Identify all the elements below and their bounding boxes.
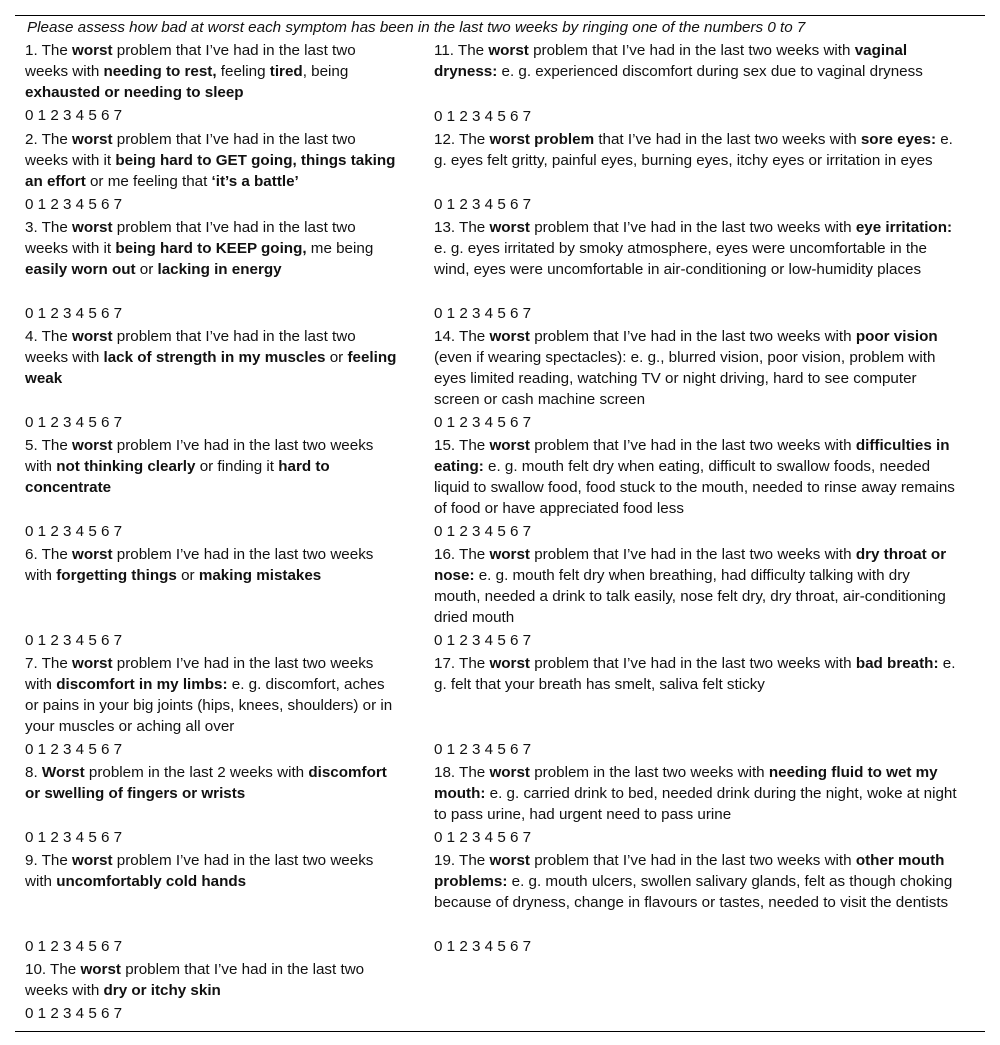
question-text	[25, 217, 400, 280]
bold-phrase: not thinking clearly	[56, 458, 196, 475]
bold-phrase: making mistakes	[198, 567, 322, 584]
question-item	[434, 850, 960, 913]
text-run: or	[135, 261, 158, 278]
text-run: e. g. carried drink to bed, needed drink during the night, woke at night to pass urine, had urgent need to pass urine	[434, 785, 957, 823]
bold-phrase: poor vision	[855, 328, 938, 345]
bold-phrase: hard to concentrate	[25, 458, 330, 496]
bold-phrase: forgetting things	[56, 567, 177, 584]
bold-phrase: worst	[489, 852, 530, 869]
question-item	[25, 762, 400, 804]
question-item	[434, 217, 960, 280]
text-run: problem that I’ve had in the last two weeks with	[529, 655, 856, 672]
rating-scale[interactable]: 0 1 2 3 4 5 6 7	[25, 1005, 123, 1022]
bold-phrase: dry or itchy skin	[103, 982, 221, 999]
rating-scale[interactable]: 0 1 2 3 4 5 6 7	[25, 938, 123, 955]
question-item	[434, 544, 960, 628]
text-run: problem in the last two weeks with	[529, 764, 769, 781]
questionnaire-table	[15, 15, 985, 1032]
text-run: 8.	[25, 764, 42, 781]
text-run: 10. The	[25, 961, 81, 978]
bold-phrase: other mouth problems:	[434, 852, 945, 890]
text-run: 15. The	[434, 437, 490, 454]
text-run: 11. The	[434, 42, 489, 59]
question-item	[25, 959, 400, 1001]
text-run: e. g. discomfort, aches or pains in your big joints (hips, knees, shoulders) or in your muscles or aching all over	[25, 676, 393, 735]
question-item	[25, 653, 400, 737]
question-text	[25, 762, 400, 804]
bold-phrase: needing fluid to wet my mouth:	[434, 764, 938, 802]
bold-phrase: sore eyes:	[860, 131, 937, 148]
text-run: problem that I’ve had in the last two weeks with	[25, 328, 356, 366]
text-run: 18. The	[434, 764, 490, 781]
text-run: e. g. mouth ulcers, swollen salivary glands, felt as though choking because of dryness, change in flavours or tastes, needed to visit the dentists	[434, 873, 953, 911]
question-item	[434, 129, 960, 171]
rating-scale[interactable]: 0 1 2 3 4 5 6 7	[434, 305, 532, 322]
text-run: 14. The	[434, 328, 490, 345]
text-run: problem I’ve had in the last two weeks with	[25, 852, 374, 890]
text-run: e. g. felt that your breath has smelt, saliva felt sticky	[434, 655, 956, 693]
bold-phrase: worst problem	[489, 131, 595, 148]
text-run: , being	[302, 63, 349, 80]
bold-phrase: easily worn out	[25, 261, 136, 278]
question-item	[25, 544, 400, 586]
text-run: problem that I’ve had in the last two weeks with	[529, 546, 856, 563]
question-text	[25, 850, 400, 892]
text-run: 16. The	[434, 546, 490, 563]
text-run: problem in the last 2 weeks with	[84, 764, 309, 781]
question-text	[434, 217, 960, 280]
bold-phrase: worst	[72, 42, 113, 59]
instruction-text: Please assess how bad at worst each symptom has been in the last two weeks by ringing one of the numbers 0 to 7	[27, 19, 806, 36]
bold-phrase: bad breath:	[855, 655, 939, 672]
text-run: that I’ve had in the last two weeks with	[594, 131, 861, 148]
bold-phrase: worst	[489, 328, 530, 345]
bold-phrase: dry throat or nose:	[434, 546, 947, 584]
bold-phrase: tired	[269, 63, 303, 80]
text-run: e. g. mouth felt dry when eating, difficult to swallow foods, needed liquid to swallow food, food stuck to the mouth, needed to rinse away remains of food or have appreciated food less	[434, 458, 955, 517]
text-run: e. g. mouth felt dry when breathing, had difficulty talking with dry mouth, needed a drink to talk easily, nose felt dry, dry throat, air-conditioning dried mouth	[434, 567, 946, 626]
rating-scale[interactable]: 0 1 2 3 4 5 6 7	[25, 741, 123, 758]
text-run: problem that I’ve had in the last two weeks with it	[25, 219, 356, 257]
text-run: 12. The	[434, 131, 490, 148]
text-run: 17. The	[434, 655, 490, 672]
question-text	[434, 544, 960, 628]
text-run: 19. The	[434, 852, 490, 869]
rating-scale[interactable]: 0 1 2 3 4 5 6 7	[25, 107, 123, 124]
bold-phrase: worst	[72, 546, 113, 563]
text-run: 13. The	[434, 219, 490, 236]
question-item	[434, 653, 960, 695]
text-run: problem that I’ve had in the last two weeks with	[25, 42, 356, 80]
bold-phrase: worst	[72, 852, 113, 869]
question-text	[25, 959, 400, 1001]
bold-phrase: worst	[489, 655, 530, 672]
text-run: or	[176, 567, 199, 584]
text-run: problem that I’ve had in the last two weeks with	[529, 328, 856, 345]
question-item	[434, 326, 960, 410]
question-text	[434, 850, 960, 913]
rating-scale[interactable]: 0 1 2 3 4 5 6 7	[434, 196, 532, 213]
text-run: 2. The	[25, 131, 73, 148]
text-run: problem that I’ve had in the last two weeks with	[529, 437, 856, 454]
text-run: 7. The	[25, 655, 73, 672]
question-text	[25, 544, 400, 586]
question-text	[434, 435, 960, 519]
text-run: 6. The	[25, 546, 73, 563]
question-text	[434, 40, 960, 82]
bold-phrase: lacking in energy	[157, 261, 282, 278]
text-run: 1. The	[25, 42, 73, 59]
bold-phrase: worst	[72, 219, 113, 236]
text-run: problem that I’ve had in the last two weeks with	[529, 852, 856, 869]
bold-phrase: feeling weak	[25, 349, 397, 387]
rating-scale[interactable]: 0 1 2 3 4 5 6 7	[25, 196, 123, 213]
text-run: problem that I’ve had in the last two weeks with	[25, 961, 365, 999]
bold-phrase: worst	[80, 961, 121, 978]
rating-scale[interactable]: 0 1 2 3 4 5 6 7	[434, 108, 532, 125]
question-item	[25, 129, 400, 192]
rating-scale[interactable]: 0 1 2 3 4 5 6 7	[434, 414, 532, 431]
rating-scale[interactable]: 0 1 2 3 4 5 6 7	[25, 829, 123, 846]
text-run: feeling	[216, 63, 270, 80]
bold-phrase: eye irritation:	[855, 219, 953, 236]
bold-phrase: discomfort in my limbs:	[56, 676, 228, 693]
rating-scale[interactable]: 0 1 2 3 4 5 6 7	[434, 632, 532, 649]
bold-phrase: vaginal dryness:	[434, 42, 908, 80]
bold-phrase: worst	[489, 437, 530, 454]
bold-phrase: worst	[488, 42, 529, 59]
question-item	[25, 217, 400, 280]
question-text	[434, 129, 960, 171]
bold-phrase: discomfort or swelling of fingers or wrists	[25, 764, 387, 802]
bold-phrase: worst	[489, 546, 530, 563]
text-run: 5. The	[25, 437, 73, 454]
bold-phrase: ‘it’s a battle’	[211, 173, 299, 190]
text-run: (even if wearing spectacles): e. g., blurred vision, poor vision, problem with eyes limited reading, watching TV or night driving, hard to see computer screen or cash machine screen	[434, 349, 936, 408]
bold-phrase: uncomfortably cold hands	[56, 873, 247, 890]
text-run: e. g. eyes felt gritty, painful eyes, burning eyes, itchy eyes or irritation in eyes	[434, 131, 953, 169]
question-text	[434, 653, 960, 695]
bold-phrase: worst	[72, 131, 113, 148]
question-item	[25, 326, 400, 389]
rating-scale[interactable]: 0 1 2 3 4 5 6 7	[434, 523, 532, 540]
question-text	[434, 762, 960, 825]
text-run: me being	[306, 240, 374, 257]
question-text	[434, 326, 960, 410]
text-run: e. g. eyes irritated by smoky atmosphere, eyes were uncomfortable in the wind, eyes were uncomfortable in air-conditioning or low-humidity places	[434, 240, 927, 278]
text-run: 4. The	[25, 328, 73, 345]
text-run: or	[325, 349, 348, 366]
rating-scale[interactable]: 0 1 2 3 4 5 6 7	[434, 829, 532, 846]
question-text	[25, 326, 400, 389]
rating-scale[interactable]: 0 1 2 3 4 5 6 7	[434, 938, 532, 955]
bold-phrase: being hard to GET going, things taking an effort	[25, 152, 396, 190]
text-run: problem that I’ve had in the last two weeks with	[529, 219, 856, 236]
rating-scale[interactable]: 0 1 2 3 4 5 6 7	[25, 632, 123, 649]
text-run: or finding it	[195, 458, 279, 475]
question-item	[25, 850, 400, 892]
text-run: problem I’ve had in the last two weeks with	[25, 546, 374, 584]
rating-scale[interactable]: 0 1 2 3 4 5 6 7	[25, 305, 123, 322]
question-item	[434, 435, 960, 519]
text-run: 3. The	[25, 219, 73, 236]
bold-phrase: worst	[72, 328, 113, 345]
bold-phrase: needing to rest,	[103, 63, 217, 80]
question-text	[25, 129, 400, 192]
bold-phrase: Worst	[41, 764, 85, 781]
question-text	[25, 435, 400, 498]
text-run: or me feeling that	[85, 173, 212, 190]
question-item	[25, 40, 400, 103]
text-run: problem that I’ve had in the last two weeks with it	[25, 131, 356, 169]
bold-phrase: being hard to KEEP going,	[115, 240, 307, 257]
question-item	[434, 40, 960, 82]
bold-phrase: worst	[72, 655, 113, 672]
bold-phrase: worst	[489, 764, 530, 781]
question-item	[25, 435, 400, 498]
bold-phrase: worst	[72, 437, 113, 454]
rating-scale[interactable]: 0 1 2 3 4 5 6 7	[434, 741, 532, 758]
rating-scale[interactable]: 0 1 2 3 4 5 6 7	[25, 414, 123, 431]
text-run: problem I’ve had in the last two weeks with	[25, 437, 374, 475]
bold-phrase: exhausted or needing to sleep	[25, 84, 244, 101]
bold-phrase: lack of strength in my muscles	[103, 349, 326, 366]
bold-phrase: worst	[489, 219, 530, 236]
text-run: problem that I’ve had in the last two weeks with	[528, 42, 855, 59]
question-text	[25, 40, 400, 103]
question-item	[434, 762, 960, 825]
question-text	[25, 653, 400, 737]
text-run: e. g. experienced discomfort during sex due to vaginal dryness	[497, 63, 923, 80]
rating-scale[interactable]: 0 1 2 3 4 5 6 7	[25, 523, 123, 540]
text-run: 9. The	[25, 852, 73, 869]
text-run: problem I’ve had in the last two weeks with	[25, 655, 374, 693]
bold-phrase: difficulties in eating:	[434, 437, 950, 475]
